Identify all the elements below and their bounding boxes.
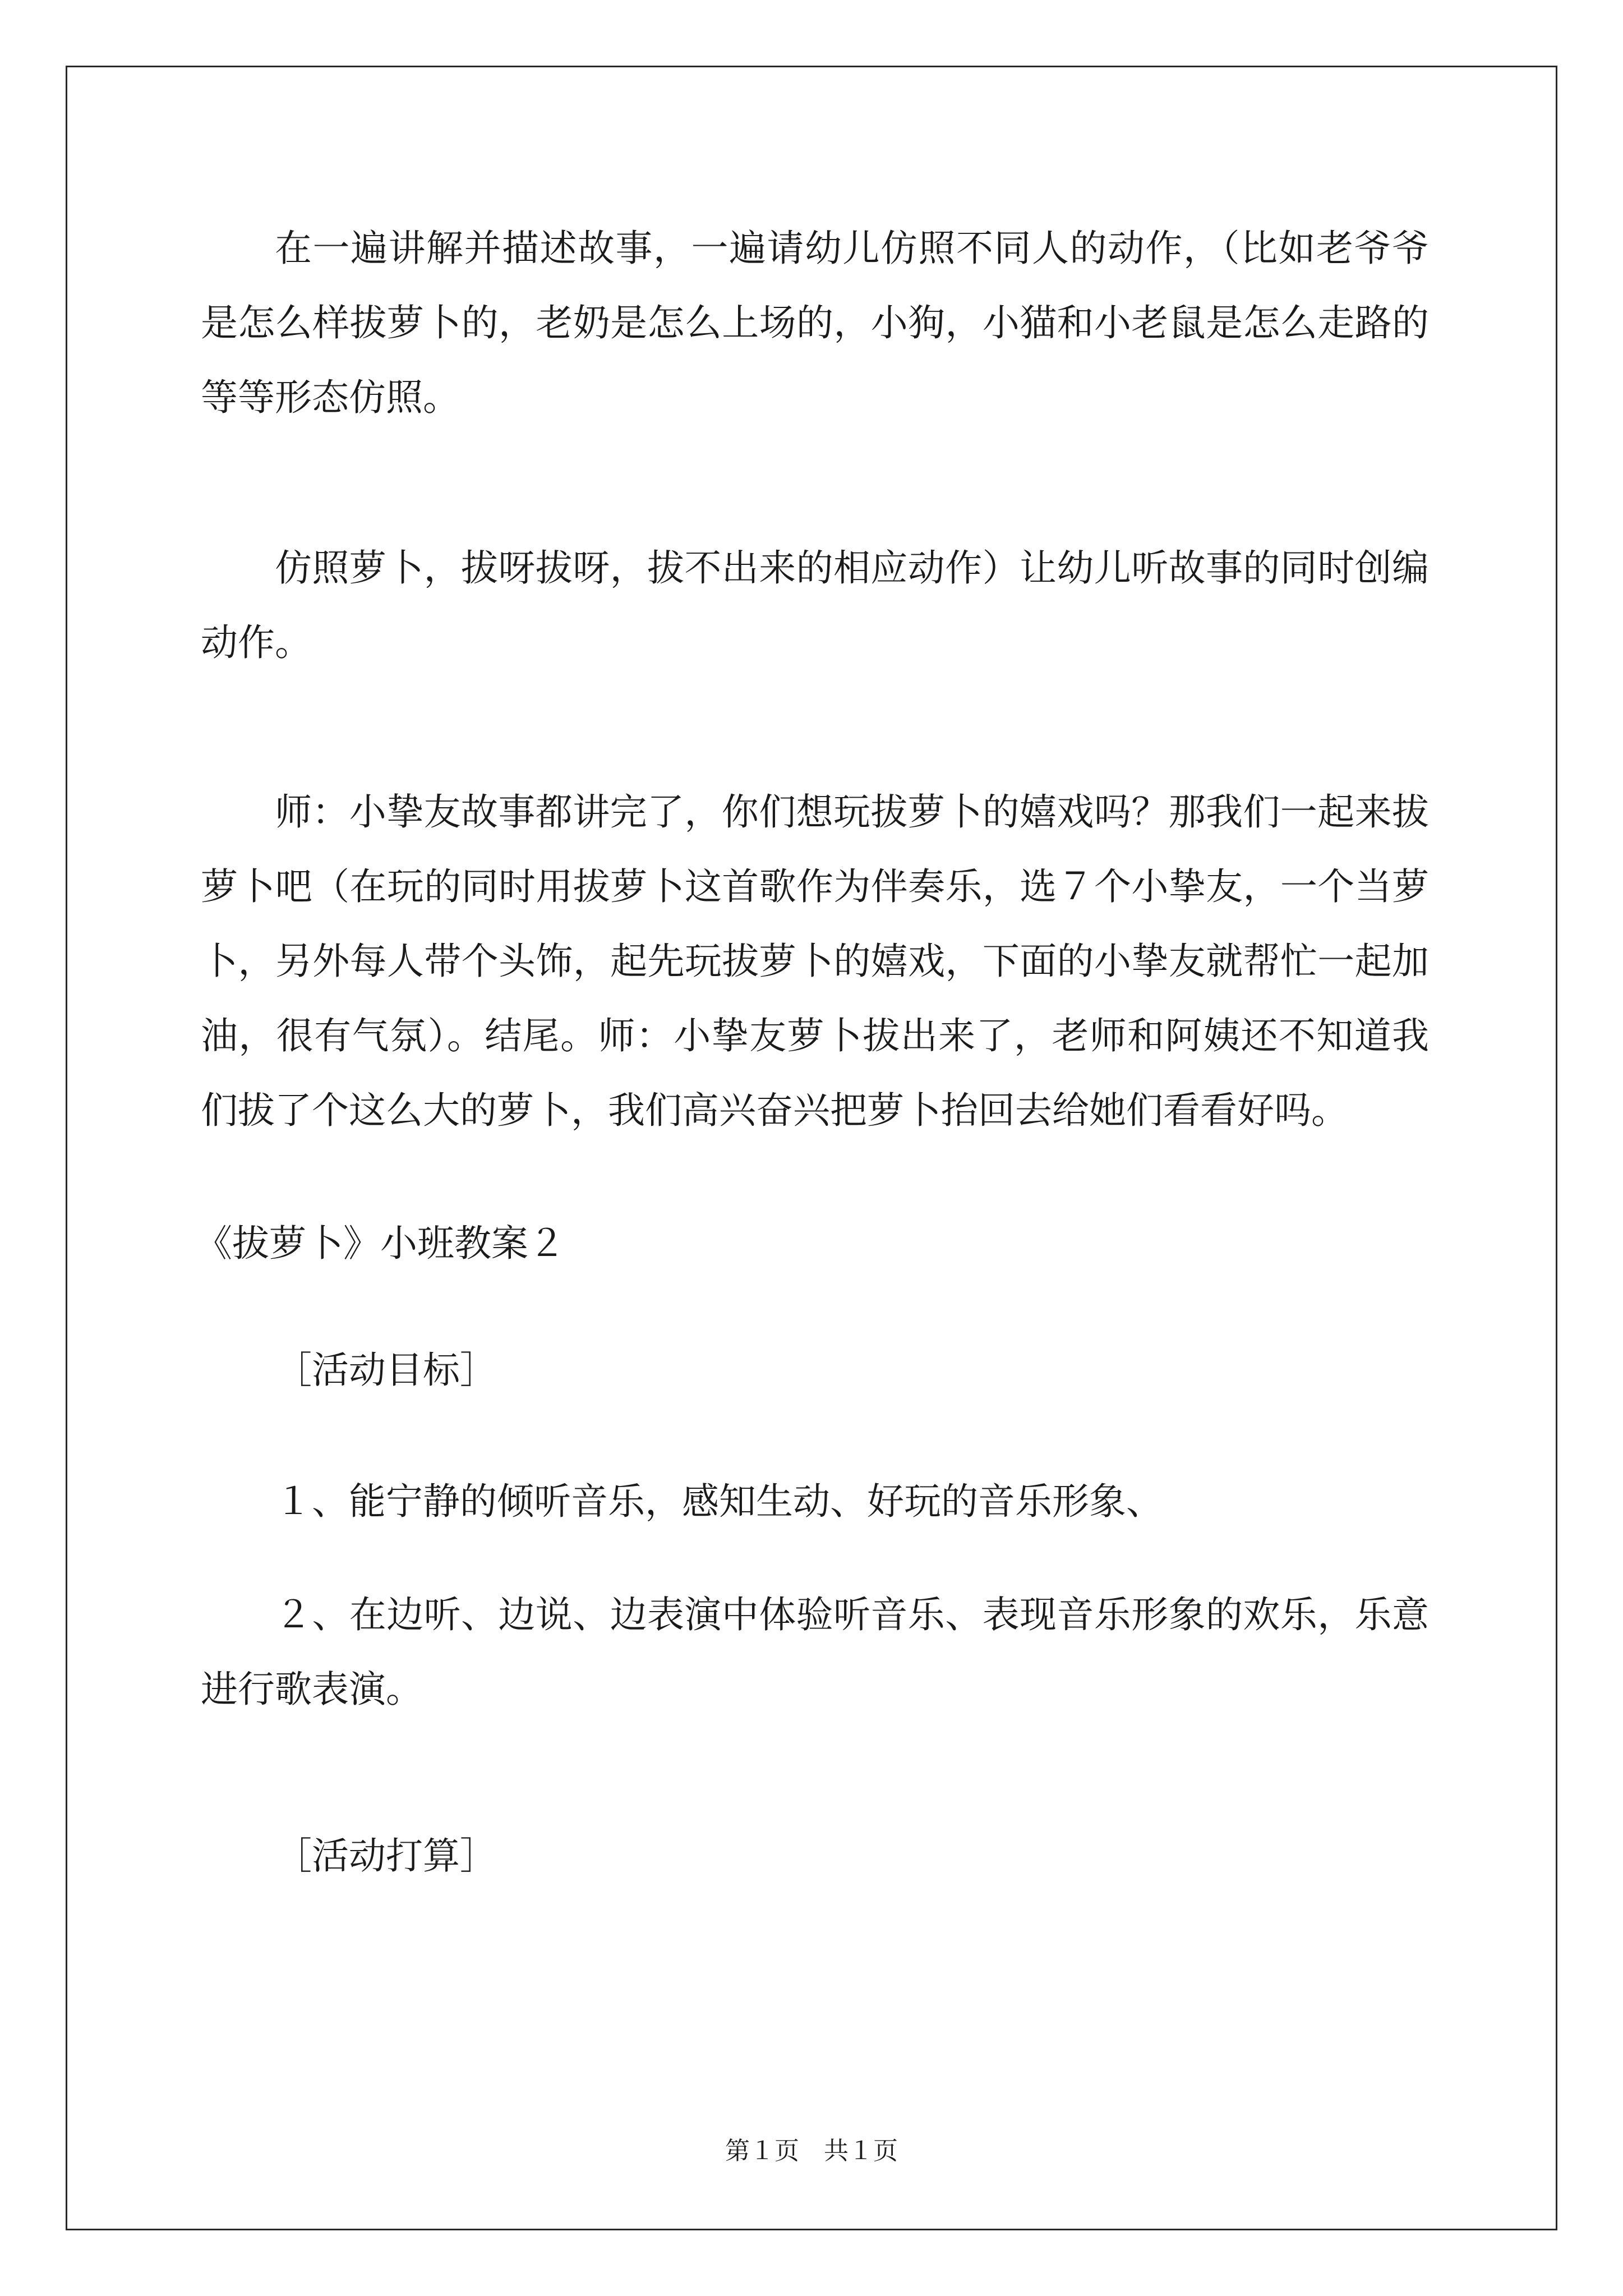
objective-item: ２、在边听、边说、边表演中体验听音乐、表现音乐形象的欢乐，乐意进行歌表演。 — [201, 1593, 1429, 1711]
paragraph-teacher-game: 师：小挚友故事都讲完了，你们想玩拔萝卜的嬉戏吗？那我们一起来拔萝卜吧（在玩的同时用拔萝卜这首歌作为伴奏乐，选７个小挚友，一个当萝卜，另外每人带个头饰，起先玩拔萝卜的嬉戏，下面的小挚友就帮忙一起加油，很有气氛）。结尾。师：小挚友萝卜拔出来了，老师和阿姨还不知道我们拔了个这么大的萝卜，我们高兴奋兴把萝卜抬回去给她们看看好吗。 — [201, 790, 1429, 1132]
objectives-heading: ［活动目标］ — [275, 1349, 497, 1392]
objective-item: １、能宁静的倾听音乐，感知生动、好玩的音乐形象、 — [275, 1480, 1163, 1523]
page-footer: 第１页 共１页 — [725, 2137, 898, 2165]
paragraph-carrot-actions: 仿照萝卜，拔呀拔呀，拔不出来的相应动作）让幼儿听故事的同时创编动作。 — [201, 546, 1429, 664]
section-title: 《拔萝卜》小班教案２ — [195, 1222, 565, 1265]
preparation-heading: ［活动打算］ — [275, 1834, 497, 1878]
paragraph-story-actions: 在一遍讲解并描述故事，一遍请幼儿仿照不同人的动作，（比如老爷爷是怎么样拔萝卜的，老奶是怎么上场的，小狗，小猫和小老鼠是怎么走路的等等形态仿照。 — [201, 227, 1429, 419]
